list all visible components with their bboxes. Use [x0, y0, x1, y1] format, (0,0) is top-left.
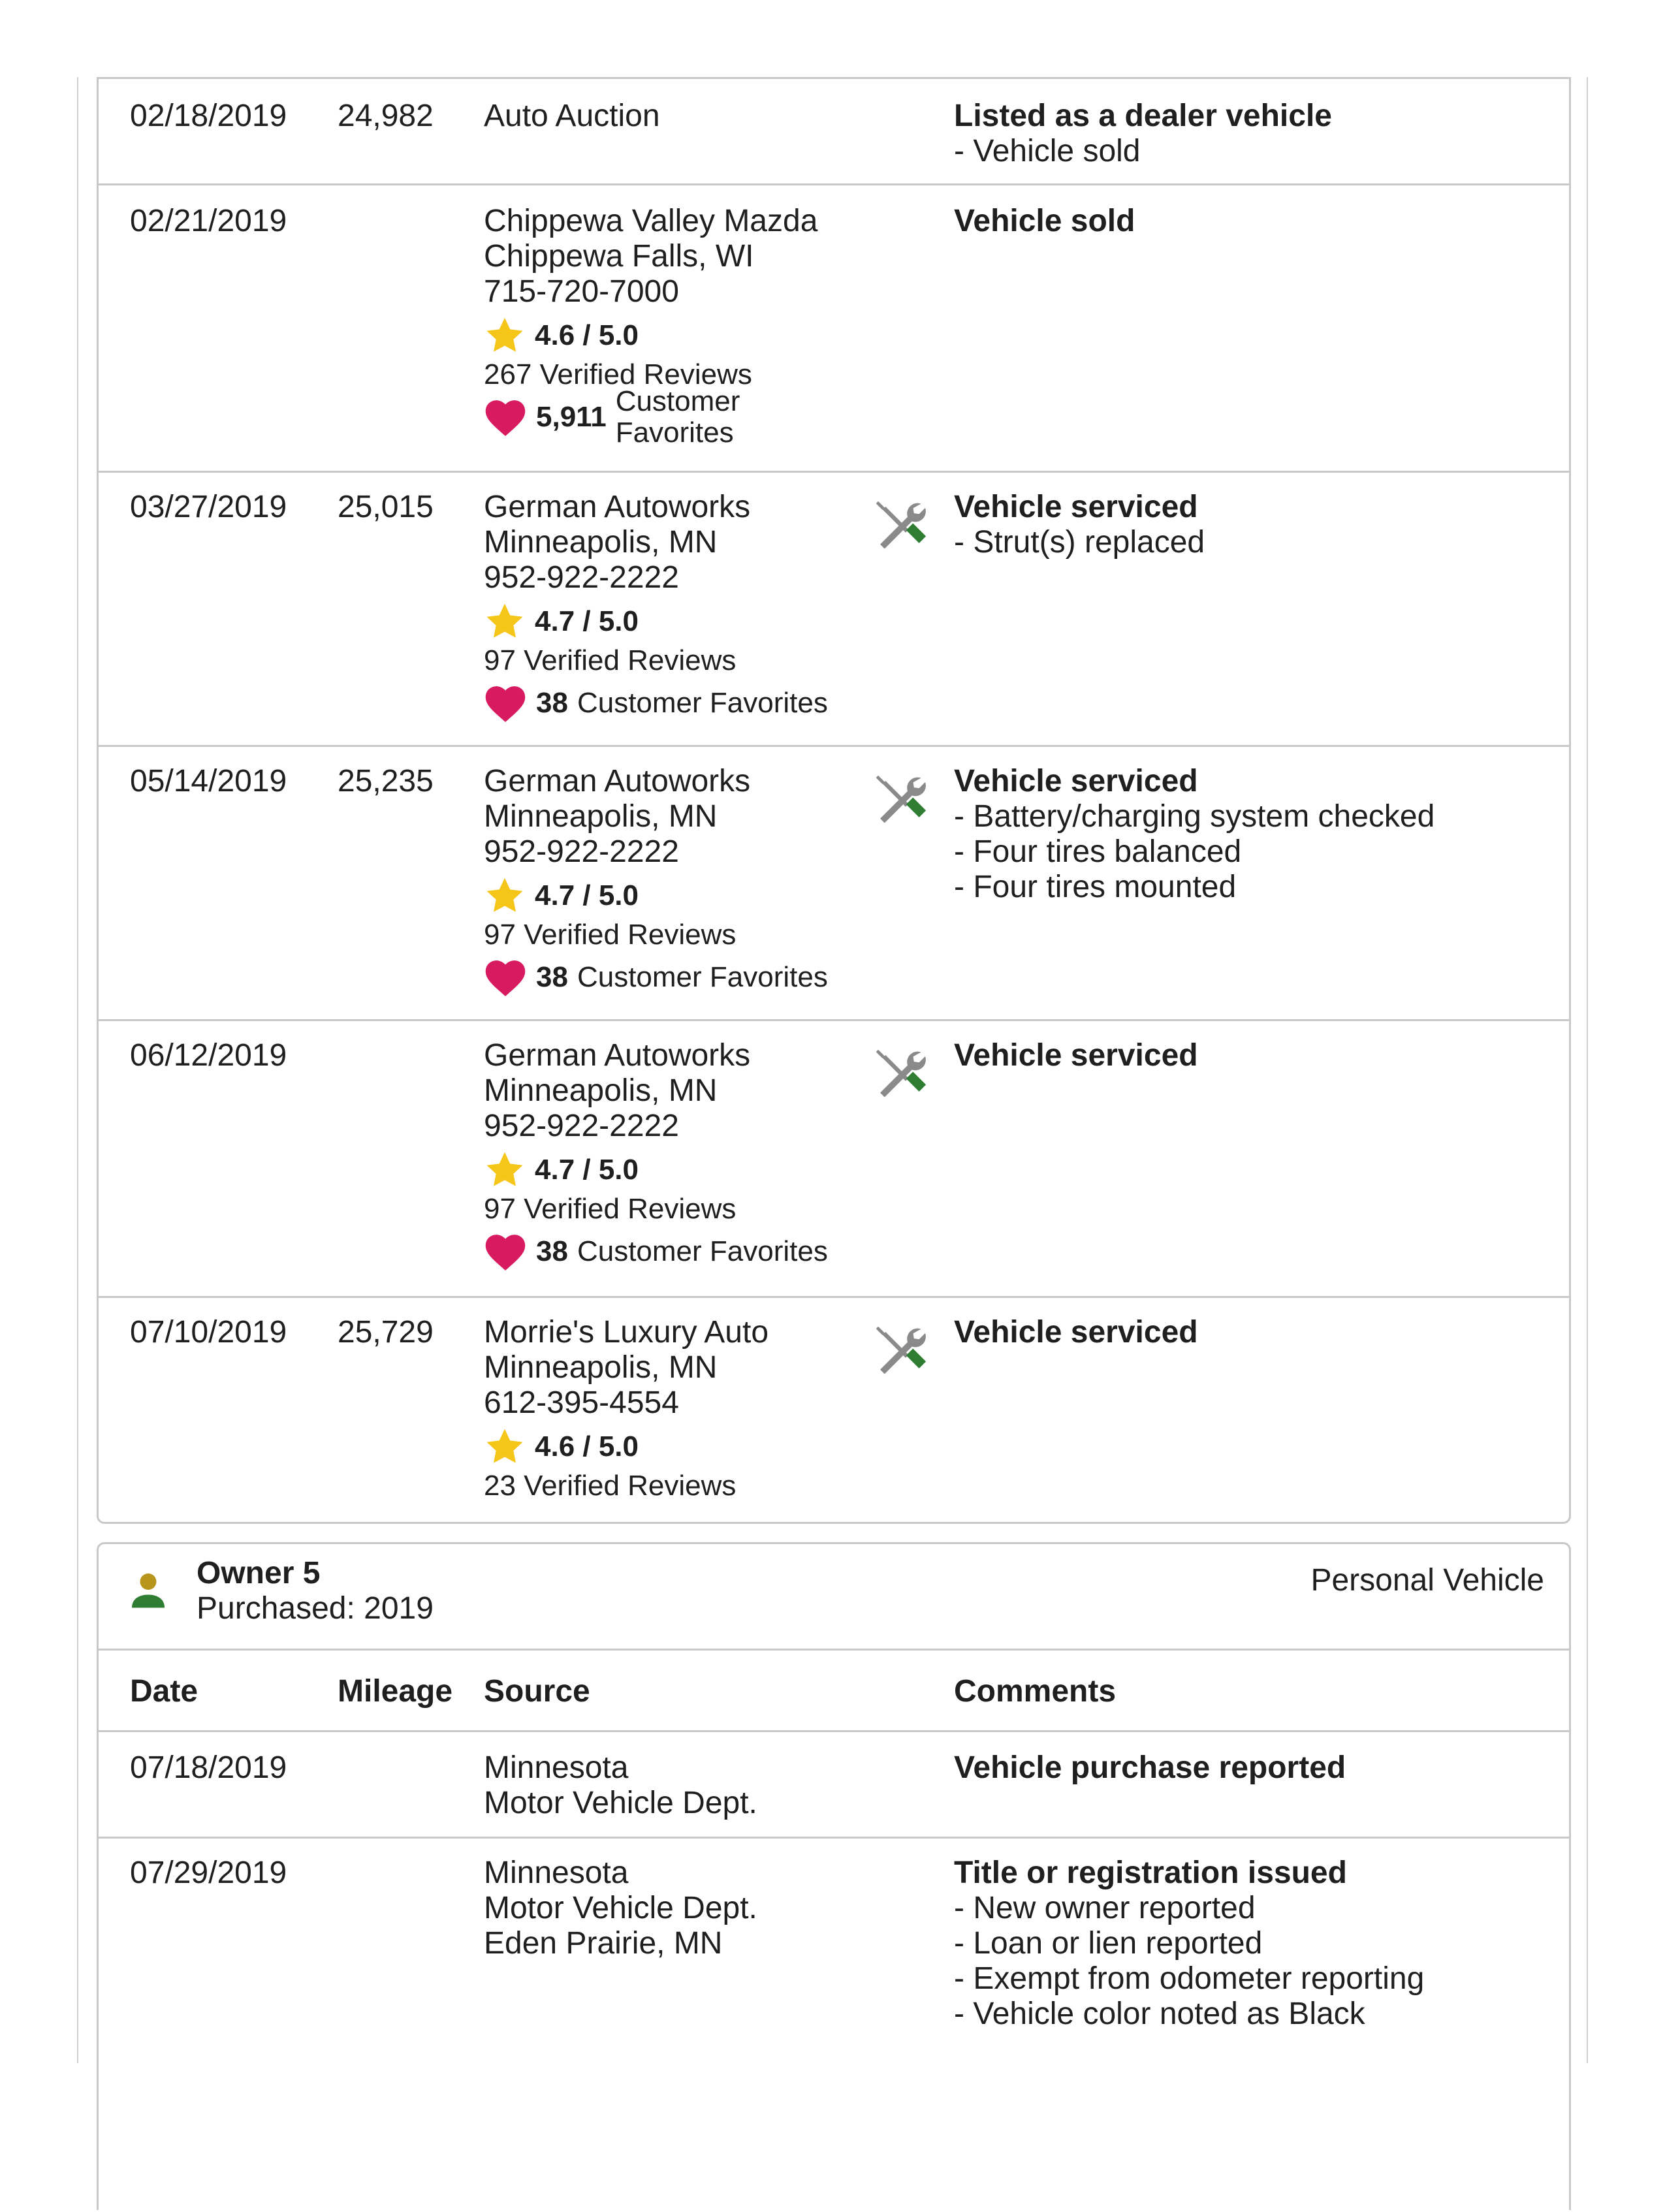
favorites-count: 38 — [536, 1235, 568, 1267]
source-phone[interactable]: 952-922-2222 — [484, 1109, 679, 1143]
source-name: Minnesota — [484, 1856, 629, 1890]
record-comments — [954, 204, 1135, 239]
verified-reviews[interactable]: 97 Verified Reviews — [484, 644, 737, 676]
owner-purchased: Purchased: 2019 — [197, 1591, 434, 1626]
owner-card — [97, 1542, 1571, 2210]
customer-favorites — [484, 956, 828, 999]
comment-detail: - Four tires balanced — [954, 834, 1242, 869]
source-location: Minneapolis, MN — [484, 1073, 718, 1108]
comment-detail: - Exempt from odometer reporting — [954, 1961, 1425, 1996]
record-source — [484, 99, 660, 134]
header-comments: Comments — [954, 1674, 1117, 1709]
table-row — [99, 1732, 1569, 1837]
service-tools-icon — [870, 1320, 929, 1387]
comment-title: Vehicle serviced — [954, 1315, 1198, 1350]
source-location: Minneapolis, MN — [484, 525, 718, 560]
record-source — [484, 1856, 757, 1961]
record-comments — [954, 1856, 1424, 2032]
source-name[interactable]: German Autoworks — [484, 1038, 751, 1073]
header-mileage: Mileage — [338, 1674, 453, 1709]
comment-title: Title or registration issued — [954, 1856, 1347, 1890]
person-icon — [129, 1570, 168, 1609]
comment-title: Vehicle purchase reported — [954, 1750, 1346, 1785]
source-name[interactable]: Morrie's Luxury Auto — [484, 1315, 769, 1350]
record-comments — [954, 99, 1332, 169]
favorites-label: Customer Favorites — [577, 1235, 828, 1267]
comment-title: Vehicle sold — [954, 204, 1135, 238]
rating-value: 4.6 / 5.0 — [535, 319, 639, 351]
rating-value: 4.6 / 5.0 — [535, 1430, 639, 1462]
comment-title: Vehicle serviced — [954, 764, 1198, 798]
dealer-rating — [484, 1426, 769, 1468]
history-card — [97, 77, 1571, 1524]
table-row — [99, 1296, 1569, 1520]
comment-detail: - Battery/charging system checked — [954, 799, 1435, 834]
favorites-label: Customer Favorites — [577, 961, 828, 993]
comment-title: Listed as a dealer vehicle — [954, 99, 1332, 133]
source-phone[interactable]: 612-395-4554 — [484, 1385, 679, 1420]
heart-icon — [484, 957, 527, 998]
source-location: Eden Prairie, MN — [484, 1926, 723, 1961]
source-phone[interactable]: 715-720-7000 — [484, 274, 679, 309]
record-mileage: 24,982 — [338, 99, 434, 133]
source-name[interactable]: German Autoworks — [484, 490, 751, 524]
table-row — [99, 1019, 1569, 1298]
record-mileage: 25,235 — [338, 764, 434, 798]
star-icon — [484, 1149, 526, 1191]
record-date: 07/10/2019 — [130, 1315, 287, 1350]
comment-detail: - Four tires mounted — [954, 870, 1237, 904]
source-detail: Motor Vehicle Dept. — [484, 1891, 757, 1925]
table-header — [99, 1651, 1569, 1732]
record-source — [484, 490, 828, 725]
dealer-rating — [484, 875, 828, 917]
rating-value: 4.7 / 5.0 — [535, 605, 639, 637]
record-comments — [954, 1750, 1346, 1786]
dealer-rating — [484, 1149, 828, 1191]
owner-info — [197, 1556, 434, 1626]
star-icon — [484, 315, 526, 356]
record-date: 06/12/2019 — [130, 1038, 287, 1073]
record-date: 07/29/2019 — [130, 1856, 287, 1890]
record-source — [484, 764, 828, 999]
owner-header — [99, 1544, 1569, 1651]
service-tools-icon — [870, 1043, 929, 1110]
source-detail: Motor Vehicle Dept. — [484, 1786, 757, 1820]
dealer-rating — [484, 601, 828, 642]
favorites-label: Customer Favorites — [577, 687, 828, 719]
comment-title: Vehicle serviced — [954, 490, 1198, 524]
record-date: 02/21/2019 — [130, 204, 287, 238]
page-frame-left — [77, 77, 78, 2063]
favorites-count: 38 — [536, 961, 568, 993]
favorites-count: 5,911 — [536, 401, 607, 433]
comment-detail: - New owner reported — [954, 1891, 1256, 1925]
rating-value: 4.7 / 5.0 — [535, 1154, 639, 1186]
comment-detail: - Strut(s) replaced — [954, 525, 1205, 560]
record-comments — [954, 490, 1205, 560]
source-name: Minnesota — [484, 1750, 629, 1785]
star-icon — [484, 875, 526, 917]
record-mileage: 25,015 — [338, 490, 434, 524]
record-comments — [954, 1315, 1198, 1350]
dealer-rating — [484, 315, 817, 356]
owner-name: Owner 5 — [197, 1556, 321, 1590]
comment-detail: - Vehicle sold — [954, 134, 1141, 168]
comment-detail: - Vehicle color noted as Black — [954, 1997, 1365, 2031]
record-date: 02/18/2019 — [130, 99, 287, 133]
verified-reviews[interactable]: 267 Verified Reviews — [484, 358, 752, 390]
table-row — [99, 183, 1569, 473]
source-phone[interactable]: 952-922-2222 — [484, 560, 679, 595]
source-phone[interactable]: 952-922-2222 — [484, 834, 679, 869]
record-source — [484, 204, 818, 449]
header-date: Date — [130, 1674, 198, 1709]
record-date: 03/27/2019 — [130, 490, 287, 524]
verified-reviews[interactable]: 97 Verified Reviews — [484, 1193, 737, 1225]
table-row — [99, 1837, 1569, 2212]
favorites-label: Customer Favorites — [615, 385, 740, 449]
star-icon — [484, 601, 526, 642]
favorites-count: 38 — [536, 687, 568, 719]
source-location: Minneapolis, MN — [484, 799, 718, 834]
service-tools-icon — [870, 495, 929, 561]
verified-reviews[interactable]: 97 Verified Reviews — [484, 919, 737, 951]
source-name[interactable]: German Autoworks — [484, 764, 751, 798]
heart-icon — [484, 683, 527, 723]
record-source — [484, 1038, 828, 1273]
rating-value: 4.7 / 5.0 — [535, 879, 639, 911]
star-icon — [484, 1426, 526, 1468]
record-date: 05/14/2019 — [130, 764, 287, 798]
customer-favorites — [484, 385, 817, 449]
source-location: Minneapolis, MN — [484, 1350, 718, 1385]
record-source — [484, 1750, 757, 1821]
verified-reviews[interactable]: 23 Verified Reviews — [484, 1470, 737, 1502]
record-mileage: 25,729 — [338, 1315, 434, 1350]
customer-favorites — [484, 1230, 828, 1273]
source-name: Auto Auction — [484, 99, 660, 133]
record-comments — [954, 764, 1435, 905]
table-row — [99, 471, 1569, 747]
table-row — [99, 745, 1569, 1021]
vehicle-use-type: Personal Vehicle — [1310, 1563, 1544, 1598]
record-date: 07/18/2019 — [130, 1750, 287, 1785]
customer-favorites — [484, 682, 828, 725]
record-comments — [954, 1038, 1198, 1073]
service-tools-icon — [870, 769, 929, 836]
heart-icon — [484, 1231, 527, 1272]
source-location: Chippewa Falls, WI — [484, 239, 754, 274]
header-source: Source — [484, 1674, 590, 1709]
comment-detail: - Loan or lien reported — [954, 1926, 1263, 1961]
page-frame-right — [1587, 77, 1588, 2063]
table-row — [99, 79, 1569, 183]
source-name[interactable]: Chippewa Valley Mazda — [484, 204, 818, 238]
heart-icon — [484, 397, 527, 437]
comment-title: Vehicle serviced — [954, 1038, 1198, 1073]
record-source — [484, 1315, 769, 1504]
